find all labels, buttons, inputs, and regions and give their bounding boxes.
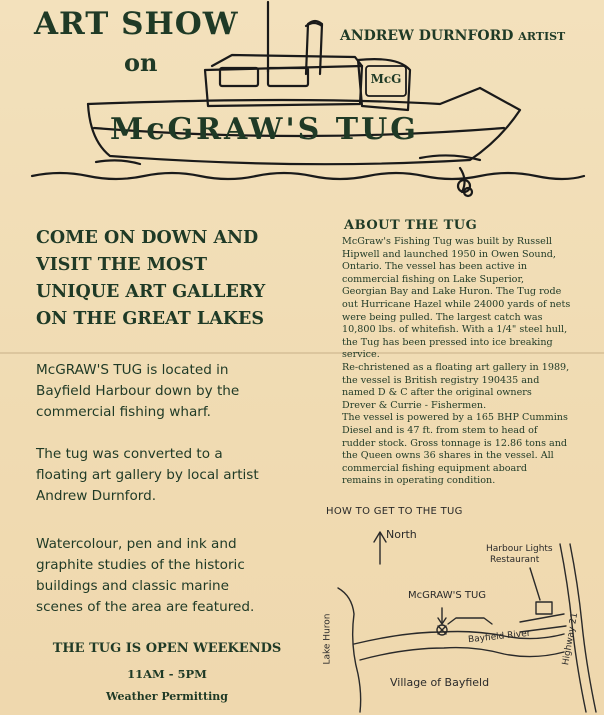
headline-line: VISIT THE MOST	[36, 255, 207, 275]
text-line: out Hurricane Hazel while 24000 yards of nets	[342, 298, 571, 310]
north-label: North	[386, 528, 417, 541]
text-line: the vessel is British registry 190435 and	[342, 374, 540, 386]
text-line: Re-christened as a floating art gallery in 1989,	[342, 361, 570, 373]
artist-name: ANDREW DURNFORD	[340, 28, 514, 44]
text-line: remains in operating condition.	[342, 475, 496, 487]
headline-line: COME ON DOWN AND	[36, 228, 259, 248]
about-paragraph-history	[342, 236, 600, 362]
text-line: 10,800 lbs. of whitefish. With a 1/4" steel hull,	[342, 324, 568, 336]
artist-credit	[340, 28, 565, 44]
headline-line: ON THE GREAT LAKES	[36, 309, 264, 329]
restaurant-label-line: Restaurant	[490, 555, 540, 565]
directions-map	[324, 504, 602, 714]
text-line: were being pulled. The largest catch was	[342, 311, 543, 323]
map-title: HOW TO GET TO THE TUG	[326, 506, 463, 517]
restaurant-label-line: Harbour Lights	[486, 544, 553, 554]
about-body	[342, 236, 600, 488]
text-line: scenes of the area are featured.	[36, 599, 255, 615]
text-line: commercial fishing on Lake Superior,	[342, 273, 525, 285]
text-line: commercial fishing equipment aboard	[342, 462, 527, 474]
restaurant-label	[486, 544, 553, 566]
boat-name: McGRAW'S TUG	[110, 112, 419, 147]
tug-map-label: McGRAW'S TUG	[408, 590, 487, 601]
flyer-title: ART SHOW	[34, 6, 239, 42]
flyer-title-on: on	[124, 48, 158, 77]
hours-time: 11AM - 5PM	[127, 667, 207, 681]
hours-note: Weather Permitting	[106, 690, 228, 703]
artist-role: ARTIST	[518, 30, 566, 43]
text-line: buildings and classic marine	[36, 578, 229, 594]
text-line: Diesel and is 47 ft. from stem to head of	[342, 424, 538, 436]
text-line: The vessel is powered by a 165 BHP Cummins	[342, 412, 568, 424]
text-line: commercial fishing wharf.	[36, 404, 211, 420]
text-line: rudder stock. Gross tonnage is 12.86 tons and	[342, 437, 568, 449]
text-line: the Queen owns 36 shares in the vessel. All	[342, 450, 554, 462]
text-line: service.	[342, 349, 380, 361]
about-paragraph-registry	[342, 362, 600, 412]
headline-line: UNIQUE ART GALLERY	[36, 282, 266, 302]
text-line: Georgian Bay and Lake Huron. The Tug rode	[342, 286, 562, 298]
text-line: named D & C after the original owners	[342, 387, 532, 399]
lake-label: Lake Huron	[322, 613, 333, 665]
text-line: floating art gallery by local artist	[36, 467, 259, 483]
boat-cabin-label: McG	[370, 72, 402, 86]
village-label: Village of Bayfield	[390, 676, 490, 689]
highway-label: Highway 21	[561, 611, 581, 667]
text-line: McGraw's Fishing Tug was built by Russell	[342, 236, 552, 247]
about-paragraph-specs	[342, 412, 600, 488]
about-heading: ABOUT THE TUG	[344, 218, 478, 233]
text-line: Drever & Currie - Fishermen.	[342, 399, 487, 411]
text-line: graphite studies of the historic	[36, 557, 245, 573]
text-line: Bayfield Harbour down by the	[36, 383, 240, 399]
conversion-paragraph	[36, 444, 304, 507]
text-line: Watercolour, pen and ink and	[36, 536, 237, 552]
text-line: McGRAW'S TUG is located in	[36, 362, 229, 378]
hours-heading: THE TUG IS OPEN WEEKENDS	[52, 641, 282, 656]
text-line: Hipwell and launched 1950 in Owen Sound,	[342, 248, 556, 260]
river-label: Bayfield River	[467, 628, 531, 646]
text-line: Andrew Durnford.	[36, 488, 157, 504]
location-paragraph	[36, 360, 304, 423]
text-line: Ontario. The vessel has been active in	[342, 261, 528, 273]
text-line: the Tug has been pressed into ice breaking	[342, 336, 553, 348]
artwork-paragraph	[36, 534, 304, 618]
text-line: The tug was converted to a	[36, 446, 223, 462]
promo-headline	[36, 225, 306, 333]
